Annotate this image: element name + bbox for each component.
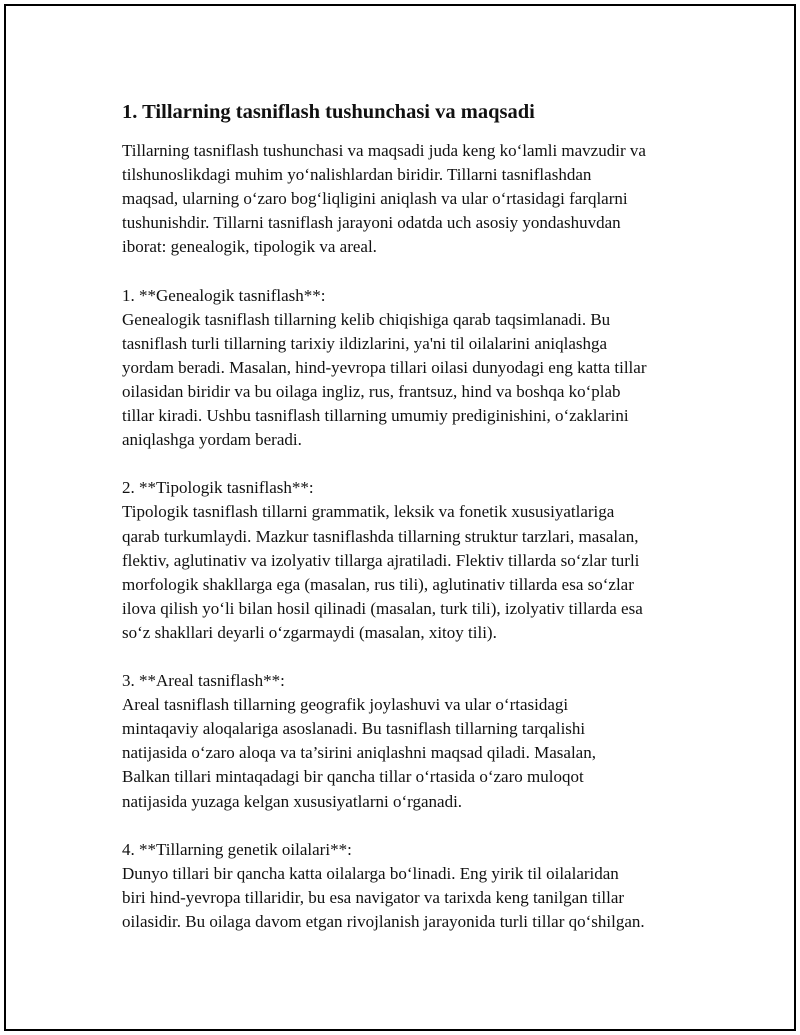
section-body: Dunyo tillari bir qancha katta oilalarga bo‘linadi. Eng yirik til oilalaridan biri hind-yevropa tillaridir, bu esa navigator va tarixda keng tanilgan tillar oilasidir. Bu oilaga davom etgan rivojlanish jarayonida turli tillar qo‘shilgan. [122, 863, 645, 931]
section-heading: 2. **Tipologik tasniflash**: [122, 478, 314, 498]
section-body: Genealogik tasniflash tillarning kelib chiqishiga qarab taqsimlanadi. Bu tasniflash turli tillarning tarixiy ildizlarini, ya'ni til oilalarini aniqlashga yordam beradi. Masalan, hind-yevropa tillari oilasi dunyodagi eng katta tillar oilasidan biridir va bu oilaga ingliz, rus, frantsuz, hind va boshqa ko‘plab tillar kiradi. Ushbu tasniflash tillarning umumiy prediginishini, o‘zaklarini aniqlashga yordam beradi. [122, 309, 647, 450]
section-body: Tipologik tasniflash tillarni grammatik, leksik va fonetik xususiyatlariga qarab turkumlaydi. Mazkur tasniflashda tillarning struktur tarzlari, masalan, flektiv, aglutinativ va izolyativ tillarga ajratiladi. Flektiv tillarda so‘zlar turli morfologik shakllarga ega (masalan, rus tili), aglutinativ tillarda esa so‘zlar ilova qilish yo‘li bilan hosil qilinadi (masalan, turk tili), izolyativ tillarda esa so‘z shakllari deyarli o‘zgarmaydi (masalan, xitoy tili). [122, 502, 643, 642]
section-body: Areal tasniflash tillarning geografik joylashuvi va ular o‘rtasidagi mintaqaviy aloqalariga asoslanadi. Bu tasniflash tillarning tarqalishi natijasida o‘zaro aloqa va ta’sirini aniqlashni maqsad qiladi. Masalan, Balkan tillari mintaqadagi bir qancha tillar o‘rtasida o‘zaro muloqot natijasida yuzaga kelgan xususiyatlarni o‘rganadi. [122, 695, 596, 811]
document-title: 1. Tillarning tasniflash tushunchasi va maqsadi [122, 101, 535, 123]
page-frame [4, 4, 796, 1031]
section-heading: 4. **Tillarning genetik oilalari**: [122, 839, 352, 859]
section-areal [122, 669, 702, 814]
section-tipologik [122, 476, 702, 645]
document-content [122, 99, 702, 934]
intro-paragraph: Tillarning tasniflash tushunchasi va maqsadi juda keng ko‘lamli mavzudir va tilshunoslikdagi muhim yo‘nalishlardan biridir. Tillarni tasniflashdan maqsad, ularning o‘zaro bog‘liqligini aniqlash va ular o‘rtasidagi farqlarni tushunishdir. Tillarni tasniflash jarayoni odatda uch asosiy yondashuvdan iborat: genealogik, tipologik va areal. [122, 141, 646, 257]
section-heading: 1. **Genealogik tasniflash**: [122, 285, 326, 305]
section-genealogik [122, 284, 702, 453]
section-genetik-oilalar [122, 838, 702, 934]
section-heading: 3. **Areal tasniflash**: [122, 671, 285, 691]
